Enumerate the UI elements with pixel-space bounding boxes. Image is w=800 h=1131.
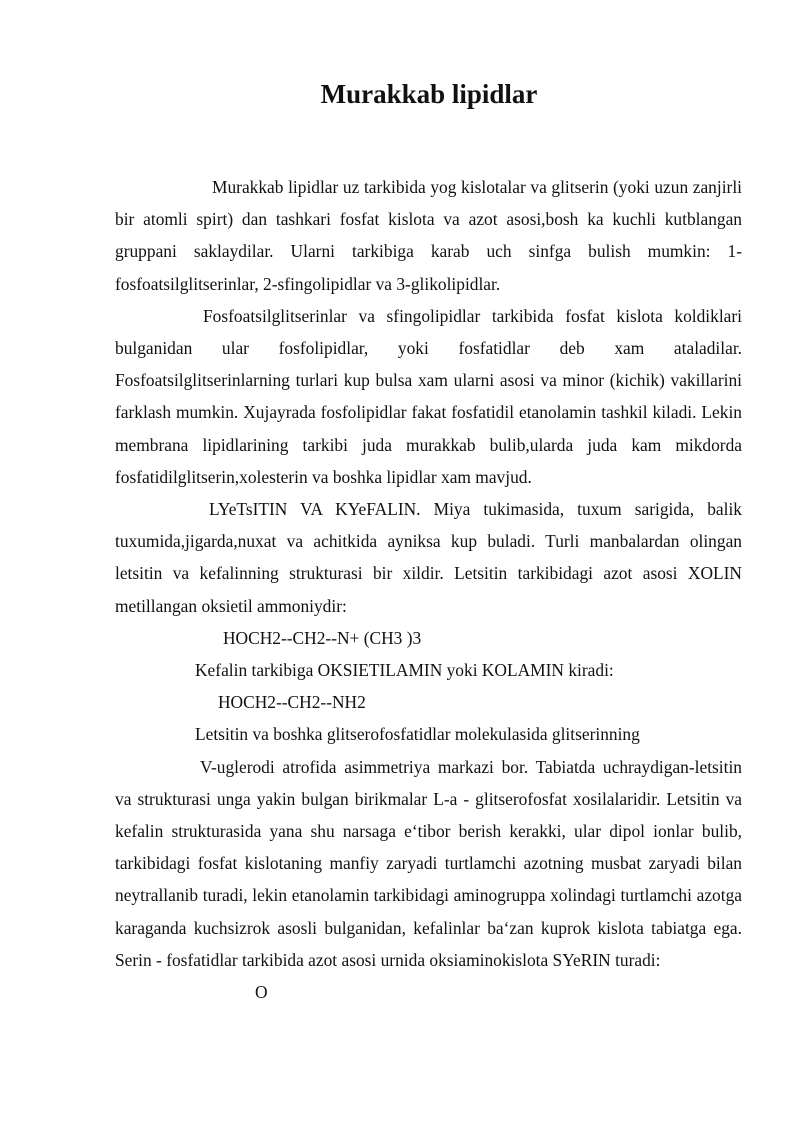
paragraph-v-uglerodi: V-uglerodi atrofida asimmetriya markazi bor. Tabiatda uchraydigan-letsitin va strukturasi unga yakin bulgan birikmalar L-a - glitserofosfat xosilalaridir. Letsitin va kefalin strukturasida yana shu narsaga e‘tibor berish kerakki, ular dipol ionlar bulib, tarkibidagi fosfat kislotaning manfiy zaryadi turtlamchi azotning musbat zaryadi bilan neytrallanib turadi, lekin etanolamin tarkibidagi aminogruppa xolindagi turtlamchi azotga karaganda kuchsizrok asosli bulganidan, kefalinlar ba‘zan kuprok kislota tabiatga ega. Serin - fosfatidlar tarkibida azot asosi urnida oksiaminokislota SYeRIN turadi: [115,756,742,970]
page-title: Murakkab lipidlar [320,79,538,109]
structure-o-label: O [255,982,268,1003]
paragraph-fosfoatsil: Fosfoatsilglitserinlar va sfingolipidlar tarkibida fosfat kislota koldiklari bulganidan ular fosfolipidlar, yoki fosfatidlar deb xam ataladilar. Fosfoatsilglitserinlarning turlari kup bulsa xam ularni asosi va minor (kichik) vakillarini farklash mumkin. Xujayrada fosfolipidlar fakat fosfatidil etanolamin tashkil kiladi. Lekin membrana lipidlarining tarkibi juda murakkab bulib,ularda juda kam mikdorda fosfatidilglitserin,xolesterin va boshka lipidlar xam mavjud. [115,305,742,487]
line-kefalin: Kefalin tarkibiga OKSIETILAMIN yoki KOLAMIN kiradi: [195,660,614,681]
paragraph-letsitin-kefalin: LYeTsITIN VA KYeFALIN. Miya tukimasida, tuxum sarigida, balik tuxumida,jigarda,nuxat va achitkida ayniksa kup buladi. Turli manbalardan olingan letsitin va kefalinning strukturasi bir xildir. Letsitin tarkibidagi azot asosi XOLIN metillangan oksietil ammoniydir: [115,499,742,616]
formula-xolin: HOCH2--CH2--N+ (CH3 )3 [223,627,422,648]
formula-kolamin: HOCH2--CH2--NH2 [218,692,366,713]
document-body [115,171,742,1008]
line-letsitin: Letsitin va boshka glitserofosfatidlar molekulasida glitserinning [195,724,640,745]
paragraph-intro: Murakkab lipidlar uz tarkibida yog kislotalar va glitserin (yoki uzun zanjirli bir atomli spirt) dan tashkari fosfat kislota va azot asosi,bosh ka kuchli kutblangan gruppani saklaydilar. Ularni tarkibiga karab uch sinfga bulish mumkin: 1-fosfoatsilglitserinlar, 2-sfingolipidlar va 3-glikolipidlar. [115,177,742,294]
